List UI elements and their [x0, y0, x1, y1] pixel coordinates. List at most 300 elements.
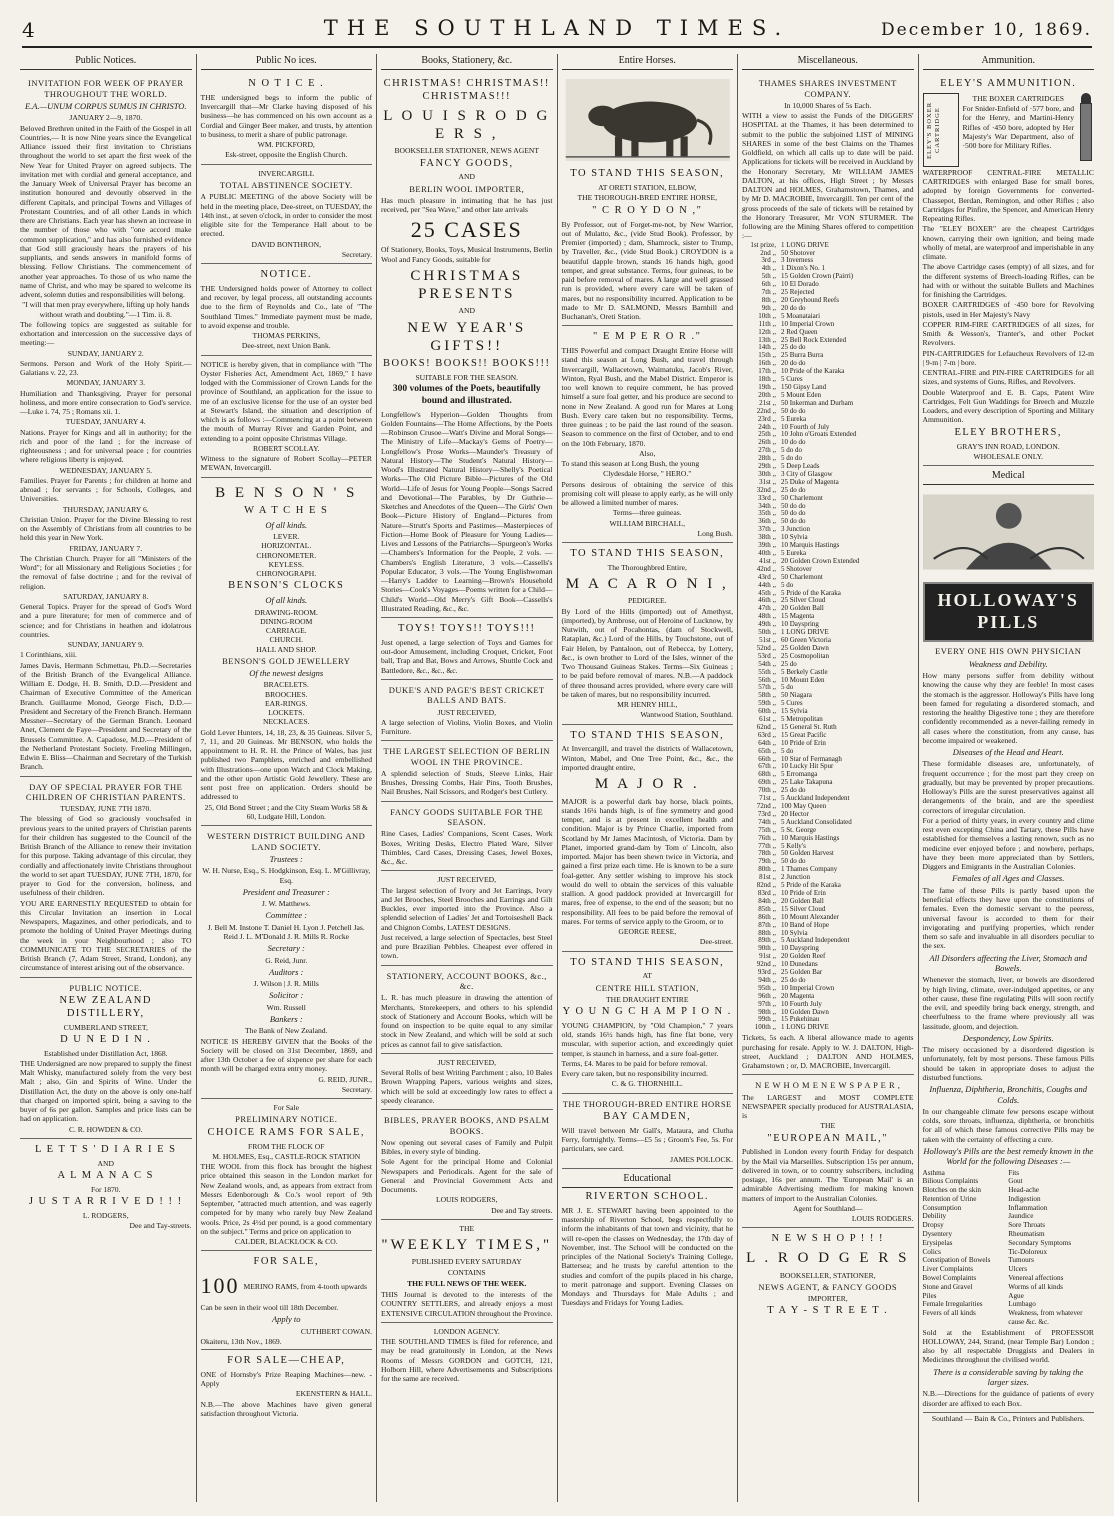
children-body: The blessing of God so graciously vouchsafed in previous years to the united prayers of Christian parents for their children has suggested to the Council of the British Branch of the Alliance to renew their invitation for this purpose. Taking advantage of this circular, they cordially and affectionately invite Christians throughout the world to set apart TUESDAY, JUNE 7TH, 1870, for prayer to God for the conversion, holiness, and usefulness of their children.	[20, 814, 192, 898]
solicitor-name: Wm. Russell	[266, 1002, 306, 1012]
prize-item: 10 Mount Eden	[781, 675, 825, 684]
merino-addr: Okaiteru, 13th Nov., 1869.	[200, 1336, 282, 1346]
prize-item: 50 Niagara	[781, 691, 812, 700]
prize-number: 19th ,,	[758, 382, 776, 391]
camden-name: BAY CAMDEN,	[603, 1111, 692, 1123]
prize-item: 5 do	[781, 746, 794, 755]
watch-type: LEVER.	[273, 532, 300, 542]
column-entire-horses	[557, 54, 738, 1502]
jewel-type: BROOCHES.	[265, 689, 308, 699]
riverton-body: MR J. E. STEWART having been appointed to the mastership of Riverton School, begs respectfully to inform the inhabitants of that town and vicinity, that he will re-open the classes on Wednesday, the 17th day of November, inst. The School will be conducted on the principles of the National Society's Training College, Battersea; and he trusts by careful attention to the studies and comfort of the pupils placed in his charge, to merit patronage and support. Evening Classes on Mondays and Thursdays for Male Adults ; and Tuesdays and Fridays for Young Ladies.	[561, 1205, 733, 1308]
christmas-title: CHRISTMAS! CHRISTMAS!! CHRISTMAS!!!	[383, 78, 550, 102]
prayer-day-heading: SATURDAY, JANUARY 8.	[63, 591, 149, 601]
prize-item: 50 do do	[781, 501, 806, 510]
oyster-notice	[201, 356, 373, 478]
croydon-horse: THE THOROUGH-BRED ENTIRE HORSE,	[577, 193, 717, 203]
prize-item: 10 Pride of Erin	[781, 888, 826, 897]
temperance-title: TOTAL ABSTINENCE SOCIETY.	[219, 179, 353, 190]
benson-watches: W A T C H E S	[244, 504, 329, 516]
macaroni-sig: MR HENRY HILL,	[617, 700, 678, 710]
fancy-goods-ad	[381, 802, 553, 872]
macaroni-name: M A C A R O N I ,	[565, 576, 729, 593]
auditors-label: Auditors :	[269, 966, 304, 977]
cases-body: Of Stationery, Books, Toys, Musical Instruments, Berlin Wool and Fancy Goods, suitable for	[381, 245, 553, 264]
major-sig: GEORGE REESE,	[618, 927, 677, 937]
prize-item: 10 Band of Hope	[781, 920, 830, 929]
rams-title: CHOICE RAMS FOR SALE,	[207, 1126, 366, 1138]
disease-item: Constipation of Bowels	[922, 1256, 991, 1265]
suitable-season: SUITABLE FOR THE SEASON.	[415, 373, 519, 383]
benson-of-all: Of all kinds.	[265, 519, 308, 530]
emperor-ad	[562, 326, 734, 543]
prize-number: 68th ,,	[758, 770, 776, 779]
letts-almanacs: A L M A N A C S	[57, 1170, 154, 1182]
masthead	[22, 16, 1092, 48]
newhome-title: N E W H O M E N E W S P A P E R ,	[755, 1080, 901, 1091]
trustees-label: Trustees :	[269, 853, 303, 864]
shop-addr: T A Y - S T R E E T .	[767, 1305, 889, 1317]
disease-item: Colics	[922, 1247, 941, 1256]
prize-item: 25 do do	[781, 975, 806, 984]
column-miscellaneous	[737, 54, 918, 1502]
prize-item: 10 Pride of Erin	[781, 738, 826, 747]
prize-number: 61st ,,	[759, 715, 776, 724]
letts-arrived: J U S T A R R I V E D ! ! !	[28, 1196, 183, 1208]
shop-news: NEWS AGENT, & FANCY GOODS	[758, 1281, 898, 1292]
prize-item: 15 General St. Ruth	[781, 722, 837, 731]
prize-item: 15 Great Pacific	[781, 730, 827, 739]
disease-item: Inflammation	[1008, 1203, 1048, 1212]
prayer-following: The following topics are suggested as suitable for exhortation and intercession on the successive days of meeting:—	[20, 319, 192, 348]
prize-item: 5 Eureka	[781, 414, 807, 423]
prayer-day-text: Christian Union. Prayer for the Divine Blessing to rest on the Assembly of Christians from all countries to be held this year in New York.	[20, 514, 192, 543]
macaroni-ped: PEDIGREE.	[627, 596, 667, 606]
prize-number: 62nd ,,	[756, 722, 776, 731]
prize-item: 5 Berkely Castle	[781, 667, 828, 676]
prize-number: 22nd ,,	[756, 406, 776, 415]
president-label: President and Treasurer :	[242, 886, 330, 897]
prayer-invitation	[20, 73, 192, 776]
merino-apply: Apply to	[271, 1314, 301, 1325]
issue-date: December 10, 1869.	[881, 20, 1092, 40]
disease-item: Tumours	[1008, 1256, 1034, 1265]
benson-clocks: BENSON'S CLOCKS	[228, 580, 345, 592]
prayer-quote: "I will that men pray everywhere, lifting up holy hands without wrath and doubting."—1 Tim. ii. 8.	[22, 300, 190, 319]
prize-number: 52nd ,,	[756, 643, 776, 652]
committee-label: Committee :	[265, 910, 308, 921]
berlin-title: THE LARGEST SELECTION OF BERLIN WOOL IN THE PROVINCE.	[383, 746, 550, 767]
prize-number: 37th ,,	[758, 525, 776, 534]
prize-number: 25th ,,	[758, 430, 776, 439]
disease-item: Dropsy	[922, 1221, 944, 1230]
prize-item: 25 Lake Takapuna	[781, 778, 833, 787]
jewel-types	[201, 680, 373, 726]
croydon-title: TO STAND THIS SEASON,	[570, 168, 725, 180]
prize-number: 81st ,,	[759, 873, 776, 882]
prize-item: 1 Dixon's No. 1	[781, 264, 826, 273]
distillery-name: NEW ZEALAND DISTILLERY,	[59, 995, 152, 1019]
oyster-body: NOTICE is hereby given, that in compliance with "The Oyster Fisheries Act, Amendment Act, 1869," I have lodged with the Commissioner of Crown Lands for the province of Southland, an application for the issue to me of an exclusive license for the use of an oyster bed at Stewart's Island, the situation and description of which is as follows :—Commencing at a point between the mouth of Murray River and Garden Point, and extending to a point opposite Christmas Village.	[200, 359, 372, 443]
secretary-label: Secretary :	[267, 943, 305, 954]
merino-when: Can be seen in their wool till 18th December.	[200, 1302, 339, 1312]
camden-ad	[562, 1094, 734, 1169]
merino-title: FOR SALE,	[253, 1256, 319, 1268]
prize-item: 5 Auckland Consolidated	[781, 817, 852, 826]
major-addr: Dee-street.	[699, 937, 733, 947]
prayer-day-text: General Topics. Prayer for the spread of God's Word and a pure literature; for men of commerce and of science; and for Christians in heathen and idolatrous countries.	[20, 602, 192, 639]
stationery-ad	[381, 966, 553, 1054]
prize-number: 31st ,,	[759, 477, 776, 486]
columns	[16, 54, 1098, 1502]
emperor-sig: WILLIAM BIRCHALL,	[609, 518, 685, 528]
prize-number: 82nd ,,	[756, 881, 776, 890]
thames-title: THAMES SHARES INVESTMENT COMPANY.	[758, 78, 897, 99]
disease-item: Piles	[922, 1291, 937, 1300]
notice2-sig: THOMAS PERKINS,	[252, 331, 320, 341]
prize-item: 5 Shotover	[781, 564, 812, 573]
champion-sig: C. & G. THORNHILL.	[611, 1079, 683, 1089]
london-title: LONDON AGENCY.	[433, 1326, 500, 1336]
prize-item: 50 do do	[781, 406, 806, 415]
bibles-title: BIBLES, PRAYER BOOKS, AND PSALM BOOKS.	[384, 1115, 550, 1136]
prize-item: 10 Imperial Crown	[781, 319, 835, 328]
benson-ad	[201, 478, 373, 827]
educational	[562, 1169, 734, 1312]
christmas-presents: CHRISTMAS PRESENTS	[410, 267, 524, 303]
building-notice: NOTICE IS HEREBY GIVEN that the Books of the Society will be closed on 31st December, 1869, and after 13th October a fee of sixpence per share for each month will be charged extra entry money.	[200, 1036, 372, 1074]
croydon-ad	[562, 73, 734, 326]
prize-number: 60th ,,	[758, 707, 776, 716]
disease-item: Bowel Complaints	[922, 1273, 977, 1282]
hero-body: Persons desirous of obtaining the service of this promising colt will please to apply early, as he will only be allowed a limited number of mares.	[561, 479, 733, 508]
prize-number: 59th ,,	[758, 699, 776, 708]
prize-number: 32nd ,,	[756, 485, 776, 494]
prize-number: 49th ,,	[758, 620, 776, 629]
column-books-stationery	[376, 54, 557, 1502]
prize-number: 13th ,,	[758, 335, 776, 344]
fancy-body: Rine Cases, Ladies' Companions, Scent Cases, Work Boxes, Writing Desks, Electro Plated Ware, Silver Thimbles, Card Cases, Dressing Cases, Jewel Boxes, &c., &c.	[381, 829, 553, 867]
thames-body: WITH a view to assist the Funds of the DIGGERS' HOSPITAL at the Thames, it has been determined to submit to the public the subjoined LIST of MINING SHARES in some of the best Claims on the Thames Goldfield, on which all calls up to date will be paid. Applications for tickets will be received in Auckland by the Honorary Secretary, Mr WILLIAM JAMES DALTON, at his offices, High Street ; by Messrs DALTON and HOLMES, Grahamstown, Thames, and by Mr D. MACROBIE, Invercargill. Ten per cent of the gross proceeds of the sale of tickets will be retained by the Honorary Treasurer, Mr VON STURMER. The following are the Mining Shares offered to competition :—	[742, 111, 914, 241]
thames-after: Tickets, 5s each. A liberal allowance made to agents purchasing for resale. Apply to W. J. DALTON, High-street, Auckland ; DALTON AND HOLMES, Grahamstown ; or, D. MACROBIE, Invercargill.	[742, 1033, 914, 1071]
shop-title: N E W S H O P ! ! !	[771, 1233, 885, 1245]
major-body: MAJOR is a powerful dark bay horse, black points, stands 16¼ hands high, is of fine symmetry and good temper, and is at present in excellent health and condition. Major is by Prince Charlie, imported from Scotland by Mr James Macintosh, of Victoria. Dam by Planet, imported grand-dam by Tom o' Lincoln, also imported. Major has been shewn twice in Victoria, and gained a first prize each time. He is known to be a sure foal-getter. Any settler wishing to improve his stock would do well to obtain the services of this valuable stallion. A good paddock provided at Invercargill for mares, free of expense, to the end of the season; but no responsibility. All fees to be paid before the removal of mares. For terms of service apply to the Groom, or to	[561, 796, 733, 926]
disease-item: Jaundice	[1008, 1212, 1034, 1221]
prize-number: 38th ,,	[758, 533, 776, 542]
prize-item: 25 Silver Cloud	[781, 596, 826, 605]
prize-item: 10 Marquis Hastings	[781, 541, 840, 550]
prize-item: 10 Sylvia	[781, 533, 808, 542]
signatories: James Davis, Hermann Schmettau, Ph.D.—Secretaries of the British Branch of the Evangelical Alliance. William E. Dodge, H. B. Smith, D.D.—President and Chairman of Executive Committee of the American Branch. Guillaume Monod, George Fisch, D.D.—President and Secretary of the French Branch. Hermann Messner—Secretary of the German Branch. Leonard Anet, Clement de Faye—President and Secretary of the Brussels Committee. A. Capadose, M.D.—President of the Netherland Protestant Society. Freeling Millingen, Edwin E. Bliss—Chairman and Secretary of the Turkish Branch.	[20, 660, 192, 772]
newhome-agent: Agent for Southland—	[792, 1203, 863, 1213]
prize-item: 5 do	[781, 580, 794, 589]
disease-item: Lumbago	[1008, 1300, 1036, 1309]
prize-item: 5 Cures	[781, 375, 803, 384]
major-name: M A J O R .	[594, 776, 700, 793]
distillery-est: Established under Distillation Act, 1868.	[43, 1048, 168, 1058]
liver-body: Whenever the stomach, liver, or bowels are disordered by high living, climate, over-indulged appetites, or any other cause, these fine regulating Pills will soon rectify the evil, and speedily bring back energy, strength, and cheerfulness to the frame where previously all was lassitude, gloom, and dejection.	[922, 975, 1094, 1031]
disease-item: Female Irregularities	[922, 1300, 983, 1309]
prize-item: 25 Duke of Magenta	[781, 477, 839, 486]
macaroni-addr: Wantwood Station, Southland.	[640, 710, 733, 720]
fancy-goods: FANCY GOODS,	[419, 157, 514, 169]
new-shop-ad	[742, 1228, 914, 1323]
merino-sig: CUTHBERT COWAN.	[300, 1326, 372, 1336]
watch-type: HORIZONTAL.	[261, 541, 312, 551]
croydon-name: " C R O Y D O N ,"	[592, 204, 703, 216]
shop-trade: BOOKSELLER, STATIONER,	[779, 1270, 876, 1280]
boxer-cartridges: THE BOXER CARTRIDGES	[972, 93, 1064, 103]
trustees-names: W. H. Nurse, Esq., S. Hodgkinson, Esq. L. M'Gillivray, Esq.	[202, 866, 371, 885]
eley-double: Double Waterproof and E. B. Caps, Patent Wire Cartridges, Felt Gun Waddings for Breech and Muzzle Loaders, and every description of Sporting and Military Ammunition.	[922, 387, 1094, 425]
prize-number: 39th ,,	[758, 541, 776, 550]
prize-number: 90th ,,	[758, 944, 776, 953]
prize-item: 25 Bell Rock Extended	[781, 335, 847, 344]
prize-item: 5 Pride of the Karaka	[781, 588, 841, 597]
prayer-days	[20, 349, 192, 660]
prize-item: 50 Charlemont	[781, 493, 823, 502]
clock-types	[201, 608, 373, 654]
letts-diaries	[20, 1139, 192, 1234]
clock-type: HALL AND SHOP.	[256, 644, 317, 654]
croydon-body: By Professor, out of Forget-me-not, by New Warrior, out of Mulatto, &c., (vide Stud Book). Professor, by Premier (imported) ; dam, Shamrock, sister to Trump, by Traveller, &c., (vide Stud Book.) CROYDON is a beautiful dapple brown, stands 16 hands high, good temper, and great substance. Terms, four guineas, to be paid before removal of mares. A large and well grassed run is provided, where every care will be taken of mares, but no responsibility incurred. Application to be made to Mr D. SALMOND, Messrs Barnhill and Buchanan's, Oreti Station.	[561, 219, 733, 322]
champion-at: AT	[642, 971, 652, 981]
jet-title: JUST RECEIVED,	[437, 875, 496, 885]
prize-number: 15th ,,	[758, 351, 776, 360]
watch-type: CHRONOGRAPH.	[256, 569, 317, 579]
camden-body: Will travel between Mr Gall's, Mataura, and Clutha Ferry, fortnightly. Terms—£5 5s ; Groom's Fee, 5s. For particulars, see card.	[561, 1125, 733, 1154]
prize-number: 66th ,,	[758, 754, 776, 763]
prize-number: 55th ,,	[758, 667, 776, 676]
prize-item: 15 Silver Cloud	[781, 904, 826, 913]
eley-pin: PIN-CARTRIDGES for Lefaucheux Revolvers of 12-m | 9-m | 7-m | bore.	[922, 348, 1094, 367]
watch-type: KEYLESS.	[268, 559, 304, 569]
weekly-pub: PUBLISHED EVERY SATURDAY	[411, 1257, 522, 1267]
eley-ad	[923, 73, 1095, 466]
macaroni-bred: The Thoroughbred Entire,	[607, 562, 687, 572]
reaping-title: FOR SALE—CHEAP,	[227, 1355, 346, 1367]
secretary-name: G. Reid, Junr.	[265, 955, 308, 965]
benson-addr: 25, Old Bond Street ; and the City Steam Works 58 & 60, Ludgate Hill, London.	[204, 802, 368, 821]
champion-ad	[562, 952, 734, 1094]
prize-number: 58th ,,	[758, 691, 776, 700]
prize-number: 87th ,,	[758, 920, 776, 929]
prize-item: 50 do do	[781, 509, 806, 518]
prize-number: 63rd ,,	[757, 730, 776, 739]
major-title: TO STAND THIS SEASON,	[570, 729, 725, 741]
liver-heading: All Disorders affecting the Liver, Stomach and Bowels.	[929, 952, 1088, 973]
and-label: AND	[458, 172, 475, 182]
disease-item: Erysipelas	[922, 1238, 953, 1247]
prize-number: 12th ,,	[758, 327, 776, 336]
european-mail-ad	[742, 1075, 914, 1228]
medical-header: Medical	[923, 469, 1095, 485]
clock-type: CHURCH.	[269, 635, 304, 645]
disease-item: Gout	[1008, 1177, 1023, 1186]
prize-item: 20 Magenta	[781, 991, 815, 1000]
column-header: Miscellaneous.	[742, 54, 914, 70]
prayer-day-text: Nations. Prayer for Kings and all in authority; for the rich and poor of the land ; for the increase of righteousness ; and for universal peace ; for countries where religious liberty is enjoyed.	[20, 427, 192, 465]
prayer-day-heading: MONDAY, JANUARY 3.	[66, 378, 146, 388]
committee-names: J. Bell M. Instone T. Daniel H. Lyon J. Petchell Jas. Reid J. L. M'Donald J. R. Mills R. Rocke	[207, 922, 365, 942]
prize-item: 5 Moanataiari	[781, 311, 821, 320]
prize-number: 94th ,,	[758, 975, 776, 984]
jewel-type: BRACELETS.	[263, 680, 309, 690]
merino-count: 100	[200, 1273, 240, 1299]
prize-number: 5th ,,	[761, 272, 776, 281]
prayer-day-text: 1 Corinthians, xiii.	[20, 650, 77, 660]
prize-number: 17th ,,	[758, 367, 776, 376]
prize-number: 57th ,,	[758, 683, 776, 692]
prize-item: 5 Deep Leads	[781, 462, 820, 471]
disease-item: Ulcers	[1008, 1265, 1028, 1274]
bibles-addr: Dee and Tay streets.	[491, 1205, 553, 1215]
prize-number: 97th ,,	[758, 999, 776, 1008]
watch-types	[201, 532, 373, 578]
camden-sig: JAMES POLLOCK.	[670, 1154, 733, 1164]
clock-type: DINING-ROOM	[260, 616, 313, 626]
notice-sig: WM. PICKFORD,	[257, 140, 315, 150]
prize-item: 10 Fourth of July	[781, 422, 830, 431]
emperor-addr: Long Bush.	[697, 528, 733, 538]
prize-number: 36th ,,	[758, 517, 776, 526]
prize-item: 5 Eureka	[781, 549, 807, 557]
prize-item: 5 Mount Eden	[781, 390, 822, 399]
hygeia-illustration	[923, 491, 1095, 573]
prize-item: 10 Golden Dawn	[781, 1007, 829, 1016]
notice-title: N O T I C E .	[248, 78, 325, 90]
prize-number: 48th ,,	[758, 612, 776, 621]
prize-number: 92nd ,,	[756, 960, 776, 969]
prayer-day-heading: FRIDAY, JANUARY 7.	[69, 543, 143, 553]
boxer-body: For Snider-Enfield of ·577 bore, and for the Henry, and Martini-Henry Rifles of ·450 bore, adopted by Her Majesty's War Department, also of ·500 bore for Military Rifles.	[962, 104, 1074, 151]
cartridge-box-label: ELEY'S BOXER CARTRIDGE	[925, 101, 941, 159]
prize-item: 25 Rejected	[781, 288, 815, 297]
prize-item: 10 Sylvia	[781, 928, 808, 937]
emperor-body: THIS Powerful and compact Draught Entire Horse will stand this season at Long Bush, and travel through Invercargill, Wallacetown, Waimatuku, Jacob's River, Winton, Ryal Bush, and the Mabel District. Emperor is too well known to require comment, he has proved himself a sure foal getter, and his produce are second to none in New Zealand. A good run for Mares at Long Bush. Every care taken but no responsibility. Terms, three guineas ; to be paid the last round of the season. Season to commence on the first of October, and to end on the 10th February, 1870.	[561, 346, 733, 448]
reaping-sig: EKENSTERN & HALL.	[295, 1389, 372, 1399]
paper-ad	[381, 1054, 553, 1110]
rams-owner: M. HOLMES, Esq., CASTLE-ROCK STATION	[212, 1151, 361, 1161]
prize-number: 24th ,,	[758, 422, 776, 431]
prize-number: 46th ,,	[758, 596, 776, 605]
cricket-rec: JUST RECEIVED,	[437, 707, 496, 717]
rams-sig: CALDER, BLACKLOCK & CO.	[234, 1237, 338, 1247]
reaping-nb: N.B.—The above Machines have given general satisfaction throughout Victoria.	[200, 1399, 372, 1418]
watch-type: CHRONOMETER.	[256, 550, 317, 560]
shop-name: L . R O D G E R S	[746, 1250, 910, 1267]
prize-item: 50 Shotover	[781, 248, 816, 257]
prize-item: 5 Kelly's	[781, 841, 806, 850]
prize-item: 15 Golden Crown (Pairri)	[781, 272, 854, 281]
prize-number: 30th ,,	[758, 469, 776, 478]
column-header: Public No ices.	[201, 54, 373, 70]
holloway-banner: HOLLOWAY'S PILLS	[923, 582, 1095, 642]
prize-number: 73rd ,,	[757, 809, 776, 818]
sold-at: Sold at the Establishment of PROFESSOR HOLLOWAY, 244, Strand, (near Temple Bar) London ; also by all respectable Druggists and Dealers in Medicines throughout the civilised world.	[922, 1327, 1094, 1365]
benson-jewellery: BENSON'S GOLD JEWELLERY	[222, 655, 351, 666]
disease-item: Fits	[1008, 1168, 1020, 1177]
prize-item: 5 do	[781, 683, 794, 692]
prize-number: 26th ,,	[758, 438, 776, 447]
perkins-notice	[201, 264, 373, 356]
disease-item: Asthma	[922, 1168, 945, 1177]
prize-item: 100 May Queen	[781, 802, 827, 810]
benson-body: Gold Lever Hunters, 14, 18, 23, & 35 Guineas. Silver 5, 7, 11, and 20 Guineas. Mr BENSON, who holds the appointment to H. R. H. the Prince of Wales, has just published two Pamphlets, enriched and embellished with Illustrations—one upon Watch and Clock Making, and the other upon Artistic Gold Jewellery. These are sent post free on application. Orders should be addressed to	[200, 727, 372, 802]
disease-list	[923, 1169, 1095, 1327]
clock-type: DRAWING-ROOM.	[254, 607, 318, 617]
disease-item: Fevers of all kinds	[922, 1309, 976, 1318]
champion-terms: Terms, £4. Mares to be paid for before removal.	[561, 1058, 708, 1068]
prayer-day-text: Sermons. Person and Work of the Holy Spirit.—Galatians v. 22, 23.	[20, 358, 192, 378]
prize-number: 50th ,,	[758, 628, 776, 637]
prize-number: 16th ,,	[758, 359, 776, 368]
prize-item: 25 do	[781, 659, 797, 668]
macaroni-ad	[562, 543, 734, 725]
prize-item: 25 Cosmopolitan	[781, 651, 830, 660]
newhome-sig: LOUIS RODGERS.	[851, 1214, 914, 1224]
eley-boxer-2: BOXER CARTRIDGES of ·450 bore for Revolving pistols, used in Her Majesty's Navy	[922, 300, 1094, 319]
prize-number: 35th ,,	[758, 509, 776, 518]
prize-number: 56th ,,	[758, 675, 776, 684]
disease-item: Tic-Doloreux	[1008, 1247, 1048, 1256]
disease-item: Retention of Urine	[922, 1194, 977, 1203]
cases-count: 25 CASES	[410, 216, 523, 242]
bibles-ad	[381, 1110, 553, 1220]
temperance-body: A PUBLIC MEETING of the above Society will be held in the meeting place, Dee-street, on TUESDAY, the 14th inst., at seven o'clock, in order to consider the most eligible site for the Temperance Hall about to be erected.	[200, 192, 372, 239]
waterproof: WATERPROOF CENTRAL-FIRE METALLIC CARTRIDGES with enlarged Base for small bores, adopted by foreign Governments for converted-Chassepot, Berdan, Remington, and other Rifles ; also Cartridges for Pinfire, the Spencer, and American Henry Repeating Rifles.	[922, 167, 1094, 224]
prize-item: 10 Dunedans	[781, 960, 818, 969]
distillery-notice	[20, 978, 192, 1139]
rams-body: THE WOOL from this flock has brought the highest price obtained this season in the London market for New Zealand wools, and, as appears from extract from Messrs Edenborough & Co.'s wool report of 9th September, "attracted much attention, and was eagerly competed for by many who rarely buy New Zealand wools. Price, 2s 4½d per pound, is a good commentary on the subject." Terms and price on application to	[200, 1162, 372, 1236]
prize-item: 10 John o'Groats Extended	[781, 430, 857, 439]
auditors-names: J. Wilson | J. R. Mills	[253, 979, 319, 989]
eley-boxer: The "ELEY BOXER" are the cheapest Cartridges known, carrying their own ignition, and being made wholly of metal, are waterproof and imperishable in any climate.	[922, 224, 1094, 262]
rodgers-name: L O U I S R O D G E R S ,	[383, 107, 551, 143]
temperance-sig: DAVID BONTHRON,	[251, 239, 321, 249]
prize-number: 44th ,,	[758, 580, 776, 589]
eley-title: ELEY'S AMMUNITION.	[940, 78, 1077, 90]
prize-number: 7th ,,	[761, 288, 776, 297]
children-title: DAY OF SPECIAL PRAYER FOR THE CHILDREN OF CHRISTIAN PARENTS.	[25, 781, 186, 802]
disease-item: Worms of all kinds	[1008, 1282, 1063, 1291]
rodgers-trade: BOOKSELLER STATIONER, NEWS AGENT	[394, 146, 539, 156]
disease-item: Dysentery	[922, 1230, 953, 1239]
distillery-sig: C. R. HOWDEN & CO.	[68, 1124, 143, 1134]
prize-number: 65th ,,	[758, 746, 776, 755]
disease-item: Secondary Symptoms	[1008, 1238, 1072, 1247]
bankers-label: Bankers :	[269, 1014, 303, 1025]
prize-number: 10th ,,	[758, 311, 776, 320]
book-list: Longfellow's Hyperion—Golden Thoughts from Golden Fountains—The Home Affections, by the Poets—Robinson Crusoe—Watt's Divine and Moral Songs—The Ministry of Life—Mackay's Gems of Poetry—Longfellow's Prose Works—Maunder's Treasury of Natural History—The Student's Natural History—Wood's Illustrated Natural History—Shelly's Poetical Works—The Old Picture Bible—Pictures of the Old World—Life of Jesus for Young People—Songs Sacred and Devotional—The Parables, by Dr Guthrie—Sketches and Anecdotes of the Queen—The Girls' Own Book—Picture History of England—Pictures from Nature—Strutt's Sports and Pastimes—Masterpieces of Fiction—Home Book of Pleasure for Young Ladies—Lives and Lessons of the Patriarchs—Spurgeon's Works—Chambers's Information for the People, 2 vols. —Chambers's English Literature, 3 vols.—Cassells's Popular Educator, 3 vols.—The Young Englishwoman—Harry's Ladder to Learning—Brown's Household Stories—Cook's Voyages—Poems written for a Child—Child's World—Old Merry's Gift Book—Cassells's Illustrated Reading, &c., &c.	[381, 409, 553, 613]
prize-item: 25 do do	[781, 343, 806, 352]
disease-item: Indigestion	[1008, 1194, 1041, 1203]
letts-title: L E T T S ' D I A R I E S	[35, 1143, 177, 1155]
prayer-day-text: Humiliation and Thanksgiving. Prayer for personal holiness, and more entire consecration to God's service.—Luke i. 74, 75 ; Romans xii. 1.	[20, 388, 192, 417]
building-sig: G. REID, JUNR.,	[318, 1074, 372, 1084]
building-role: Secretary.	[341, 1084, 372, 1094]
building-society	[201, 826, 373, 1099]
berlin-wool-ad	[381, 741, 553, 801]
pickford-notice	[201, 73, 373, 165]
prelim-notice: PRELIMINARY NOTICE.	[235, 1114, 338, 1125]
column-public-notices-2	[196, 54, 377, 1502]
disease-item: Blotches on the skin	[922, 1186, 981, 1195]
rams-flock: FROM THE FLOCK OF	[248, 1141, 325, 1151]
disease-item: Rheumatism	[1008, 1230, 1045, 1239]
children-date: TUESDAY, JUNE 7TH 1870.	[60, 804, 152, 814]
prize-number: 51st ,,	[759, 635, 776, 644]
prize-item: 10 Dayspring	[781, 620, 819, 629]
